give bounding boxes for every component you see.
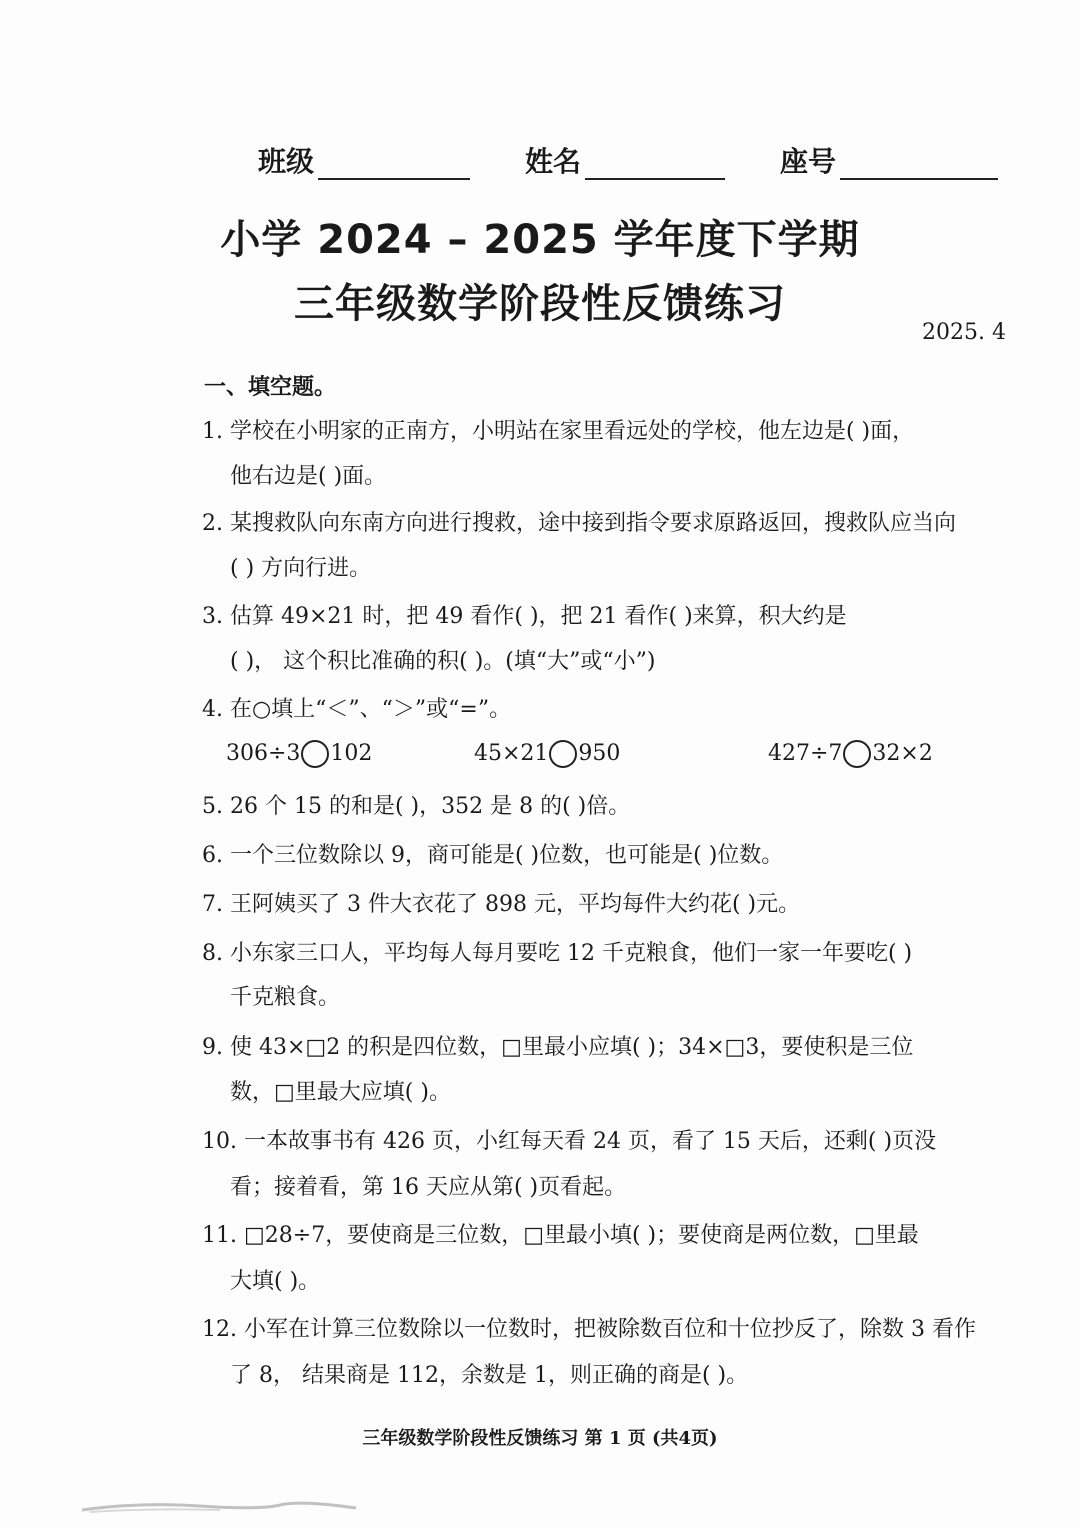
question-4: 4. 在○填上“＜”、“＞”或“=”。 (202, 697, 512, 722)
question-12: 12. 小军在计算三位数除以一位数时，把被除数百位和十位抄反了，除数 3 看作 (202, 1317, 976, 1342)
question-8-cont: 千克粮食。 (230, 985, 341, 1010)
question-2-cont: ( ) 方向行进。 (230, 556, 372, 581)
question-12-cont: 了 8， 结果商是 112，余数是 1，则正确的商是( )。 (230, 1363, 749, 1388)
comparison-1-right: 102 (330, 741, 373, 766)
comparison-3-right: 32×2 (872, 741, 933, 766)
question-10-cont: 看；接着看，第 16 天应从第( )页看起。 (230, 1175, 627, 1200)
question-1-cont: 他右边是( )面。 (230, 464, 387, 489)
question-3-cont: ( )， 这个积比准确的积( )。(填“大”或“小”) (230, 649, 656, 674)
question-11-cont: 大填( )。 (230, 1269, 321, 1294)
comparison-1-left: 306÷3 (226, 741, 301, 766)
question-8: 8. 小东家三口人，平均每人每月要吃 12 千克粮食，他们一家一年要吃( ) (202, 941, 913, 966)
exam-title-line1: 小学 2024 – 2025 学年度下学期 (220, 217, 860, 263)
answer-circle[interactable] (301, 740, 329, 768)
comparison-2-right: 950 (578, 741, 621, 766)
question-9-cont: 数，□里最大应填( )。 (230, 1080, 451, 1105)
class-blank-line (318, 150, 470, 180)
page-footer: 三年级数学阶段性反馈练习 第 1 页 (共4页) (362, 1428, 718, 1449)
scan-smudge (80, 1500, 360, 1514)
class-field (258, 140, 470, 180)
comparison-2 (474, 740, 620, 768)
name-label: 姓名 (524, 145, 581, 178)
student-info-fields (258, 140, 998, 180)
seat-field (780, 140, 998, 180)
comparison-2-left: 45×21 (474, 741, 549, 766)
name-field (525, 140, 725, 180)
comparison-3 (768, 740, 933, 768)
question-11: 11. □28÷7，要使商是三位数，□里最小填( )；要使商是两位数，□里最 (202, 1223, 919, 1248)
question-9: 9. 使 43×□2 的积是四位数，□里最小应填( )；34×□3，要使积是三位 (202, 1035, 914, 1060)
question-6: 6. 一个三位数除以 9，商可能是( )位数，也可能是( )位数。 (202, 843, 784, 868)
seat-blank-line (840, 150, 998, 180)
question-5: 5. 26 个 15 的和是( )，352 是 8 的( )倍。 (202, 794, 631, 819)
comparison-1 (226, 740, 372, 768)
exam-date: 2025. 4 (922, 320, 1006, 345)
section-title: 一、填空题。 (204, 375, 337, 400)
comparison-3-left: 427÷7 (768, 741, 843, 766)
answer-circle[interactable] (843, 740, 871, 768)
question-3: 3. 估算 49×21 时，把 49 看作( )，把 21 看作( )来算，积大约是 (202, 604, 847, 629)
name-blank-line (585, 150, 725, 180)
exam-title-line2: 三年级数学阶段性反馈练习 (294, 281, 786, 327)
answer-circle[interactable] (549, 740, 577, 768)
class-label: 班级 (258, 145, 315, 178)
seat-label: 座号 (779, 145, 836, 178)
question-1: 1. 学校在小明家的正南方，小明站在家里看远处的学校，他左边是( )面， (202, 419, 915, 444)
question-7: 7. 王阿姨买了 3 件大衣花了 898 元，平均每件大约花( )元。 (202, 892, 801, 917)
question-10: 10. 一本故事书有 426 页，小红每天看 24 页，看了 15 天后，还剩( )页没 (202, 1129, 937, 1154)
question-2: 2. 某搜救队向东南方向进行搜救，途中接到指令要求原路返回，搜救队应当向 (202, 511, 956, 536)
